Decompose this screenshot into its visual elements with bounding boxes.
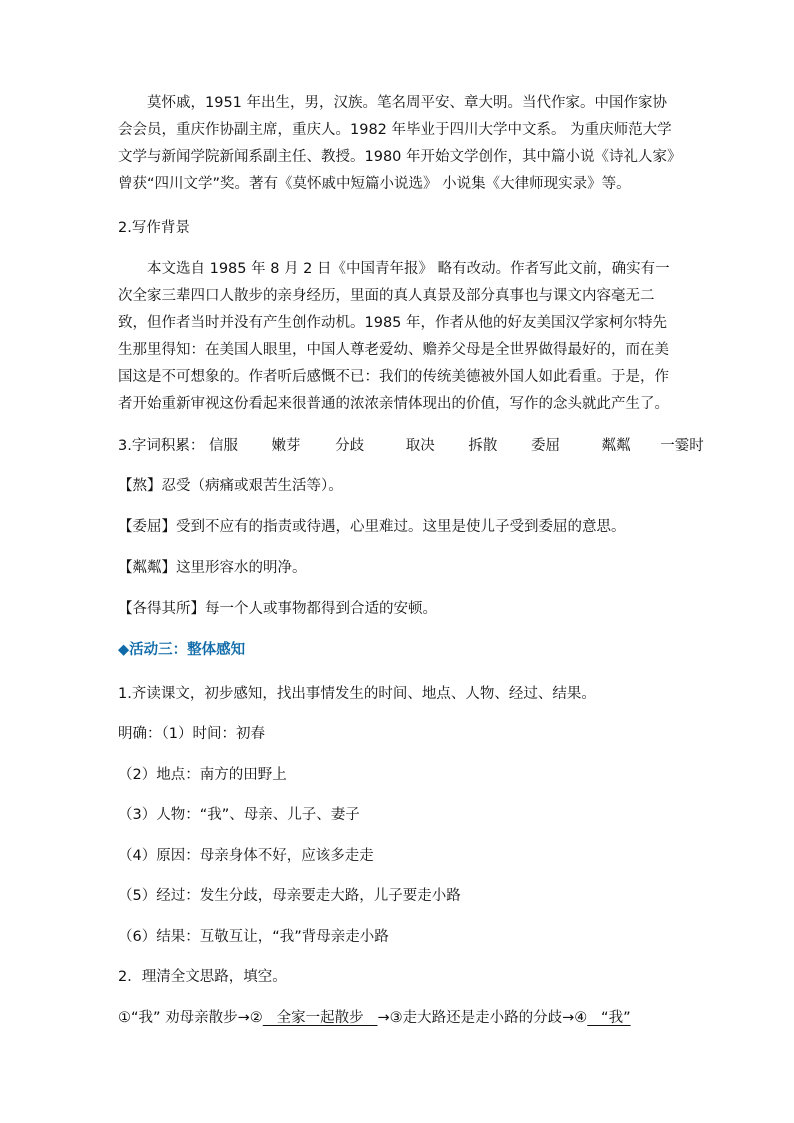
- vocab-word: 拆散: [468, 438, 498, 454]
- fill-blank-answer-2: “我”: [587, 1010, 631, 1026]
- definition-item: 【粼粼】这里形容水的明净。: [118, 560, 307, 576]
- activity-heading: ◆活动三：整体感知: [118, 642, 246, 658]
- vocab-word: 粼粼: [601, 438, 631, 454]
- fill-part-1: ①“我” 劝母亲散步→②: [118, 1010, 263, 1026]
- vocab-word: 分歧: [335, 438, 365, 454]
- fill-part-2: →③走大路还是走小路的分歧→④: [377, 1010, 588, 1026]
- author-intro-paragraph: 莫怀戚，1951 年出生，男，汉族。笔名周平安、章大明。当代作家。中国作家协会会员，重庆作协副主席，重庆人。1982 年毕业于四川大学中文系。 为重庆师范大学文学与新闻学院新闻系副主任、教授。1980 年开始文学创作，其中篇小说《诗礼人家》曾获“四川文学”奖。著有《莫怀戚中短篇小说选》 小说集《大律师现实录》等。: [118, 95, 675, 192]
- question-2: 2．理清全文思路，填空。: [118, 969, 287, 985]
- vocab-word: 信服: [208, 438, 238, 454]
- vocab-word: 取决: [405, 438, 435, 454]
- writing-background-title: 2.写作背景: [118, 220, 190, 236]
- fill-blank-answer-1: 全家一起散步: [262, 1010, 378, 1026]
- writing-background-paragraph: 本文选自 1985 年 8 月 2 日《中国青年报》 略有改动。作者写此文前，确实有一次全家三辈四口人散步的亲身经历，里面的真人真景及部分真事也与课文内容毫无二致，但作者当时并没有产生创作动机。1985 年，作者从他的好友美国汉学家柯尔特先生那里得知：在美国人眼里，中国人尊老爱幼、赡养父母是全世界做得最好的，而在美国这是不可想象的。作者听后感慨不已：我们的传统美德被外国人如此看重。于是，作者开始重新审视这份看起来很普通的浓浓亲情体现出的价值，写作的念头就此产生了。: [118, 261, 670, 412]
- question-1: 1.齐读课文，初步感知，找出事情发生的时间、地点、人物、经过、结果。: [118, 686, 596, 702]
- definition-item: 【熬】忍受（病痛或艰苦生活等）。: [118, 478, 343, 494]
- vocab-word: 委屈: [531, 438, 560, 454]
- answer-item: （6）结果：互敬互让，“我”背母亲走小路: [118, 929, 389, 945]
- definition-item: 【委屈】受到不应有的指责或待遇，心里难过。这里是使儿子受到委屈的意思。: [118, 519, 626, 535]
- definition-item: 【各得其所】每一个人或事物都得到合适的安顿。: [118, 601, 437, 617]
- vocab-word: 嫩芽: [271, 438, 301, 454]
- answer-item: （3）人物：“我”、母亲、儿子、妻子: [118, 807, 360, 823]
- answer-item: （4）原因：母亲身体不好，应该多走走: [118, 848, 374, 864]
- vocab-title: 3.字词积累：: [118, 438, 205, 454]
- answer-item: 明确：（1）时间：初春: [118, 726, 265, 742]
- answer-item: （5）经过：发生分歧，母亲要走大路，儿子要走小路: [118, 888, 461, 904]
- vocab-word: 一霎时: [660, 438, 704, 454]
- fill-in-line: [118, 1008, 631, 1028]
- answer-item: （2）地点：南方的田野上: [118, 767, 287, 783]
- vocab-line: [118, 436, 704, 456]
